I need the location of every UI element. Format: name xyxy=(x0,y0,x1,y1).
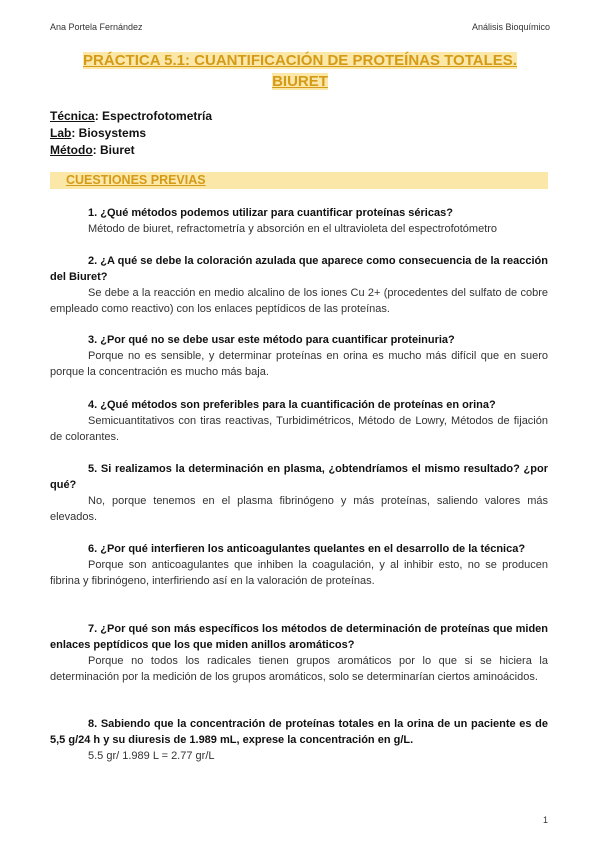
header-subject: Análisis Bioquímico xyxy=(471,22,550,32)
page-number: 1 xyxy=(542,815,548,825)
meta-metodo-value: : Biuret xyxy=(92,143,135,157)
practice-metadata xyxy=(50,108,212,159)
header-author: Ana Portela Fernández xyxy=(50,22,143,32)
answer-6: Porque son anticoagulantes que inhiben la coagulación, y al inhibir esto, no se producen fibrina y fibrinógeno, interfiriendo así en la valoración de proteínas. xyxy=(50,559,548,587)
meta-tecnica-value: : Espectrofotometría xyxy=(94,109,213,123)
answer-4: Semicuantitativos con tiras reactivas, Turbidimétricos, Método de Lowry, Métodos de fijación de colorantes. xyxy=(50,415,548,443)
question-block-4 xyxy=(50,397,548,445)
answer-7: Porque no todos los radicales tienen grupos aromáticos por lo que si se hiciera la determinación por la medición de los grupos aromáticos, solo se determinarían ciertos aminoácidos. xyxy=(50,655,548,683)
meta-metodo-label: Método xyxy=(50,143,93,157)
section-title: CUESTIONES PREVIAS xyxy=(66,173,206,187)
answer-3: Porque no es sensible, y determinar proteínas en orina es mucho más difícil que en suero porque la concentración es mucho más baja. xyxy=(50,350,548,378)
question-1: 1. ¿Qué métodos podemos utilizar para cuantificar proteínas séricas? xyxy=(88,207,453,219)
question-6: 6. ¿Por qué interfieren los anticoagulantes quelantes en el desarrollo de la técnica? xyxy=(88,543,526,555)
answer-2: Se debe a la reacción en medio alcalino de los iones Cu 2+ (procedentes del sulfato de cobre empleado como reactivo) con los enlaces peptídicos de las proteínas. xyxy=(50,287,548,315)
title-line-2: BIURET xyxy=(272,73,328,90)
meta-lab-value: : Biosystems xyxy=(71,126,147,140)
page-title xyxy=(50,50,550,92)
section-heading xyxy=(50,172,548,189)
answer-1: Método de biuret, refractometría y absorción en el ultravioleta del espectrofotómetro xyxy=(88,223,498,235)
question-2: 2. ¿A qué se debe la coloración azulada que aparece como consecuencia de la reacción del Biuret? xyxy=(50,255,548,283)
answer-8: 5.5 gr/ 1.989 L = 2.77 gr/L xyxy=(88,750,215,762)
question-block-6 xyxy=(50,541,548,589)
question-block-7 xyxy=(50,621,548,685)
meta-metodo xyxy=(50,142,212,159)
meta-lab-label: Lab xyxy=(50,126,72,140)
question-block-5 xyxy=(50,461,548,525)
question-3: 3. ¿Por qué no se debe usar este método para cuantificar proteinuria? xyxy=(88,334,455,346)
meta-tecnica-label: Técnica xyxy=(50,109,95,123)
question-5: 5. Si realizamos la determinación en plasma, ¿obtendríamos el mismo resultado? ¿por qué? xyxy=(50,463,548,491)
title-line-1: PRÁCTICA 5.1: CUANTIFICACIÓN DE PROTEÍNAS TOTALES. xyxy=(83,52,517,69)
question-block-1 xyxy=(50,205,548,237)
question-4: 4. ¿Qué métodos son preferibles para la cuantificación de proteínas en orina? xyxy=(88,399,496,411)
question-block-8 xyxy=(50,716,548,764)
answer-5: No, porque tenemos en el plasma fibrinógeno y más proteínas, saliendo valores más elevados. xyxy=(50,495,548,523)
question-7: 7. ¿Por qué son más específicos los métodos de determinación de proteínas que miden enlaces peptídicos que los que miden anillos aromáticos? xyxy=(50,623,548,651)
question-8: 8. Sabiendo que la concentración de proteínas totales en la orina de un paciente es de 5,5 g/24 h y su diuresis de 1.989 mL, exprese la concentración en g/L. xyxy=(50,718,548,746)
meta-lab xyxy=(50,125,212,142)
meta-tecnica xyxy=(50,108,212,125)
question-block-3 xyxy=(50,332,548,380)
question-block-2 xyxy=(50,253,548,317)
